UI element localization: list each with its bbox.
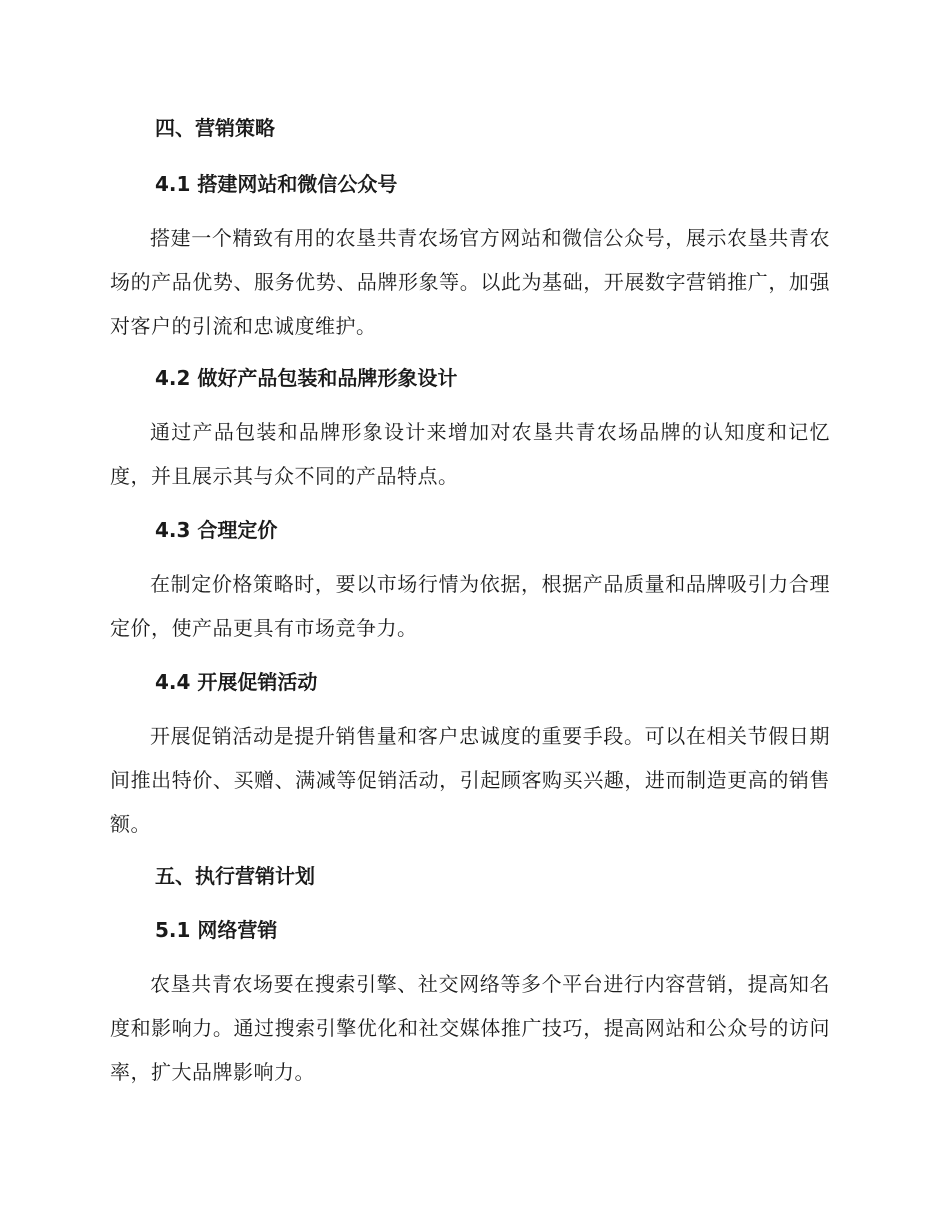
subsection-heading-4-4: 4.4 开展促销活动	[155, 670, 318, 694]
section-heading-5: 五、执行营销计划	[155, 864, 315, 888]
paragraph-4-2: 通过产品包装和品牌形象设计来增加对农垦共青农场品牌的认知度和记忆度，并且展示其与众不同的产品特点。	[110, 420, 830, 488]
paragraph-5-1: 农垦共青农场要在搜索引擎、社交网络等多个平台进行内容营销，提高知名度和影响力。通过搜索引擎优化和社交媒体推广技巧，提高网站和公众号的访问率，扩大品牌影响力。	[110, 972, 830, 1084]
subsection-heading-4-3: 4.3 合理定价	[155, 518, 278, 542]
paragraph-4-3: 在制定价格策略时，要以市场行情为依据，根据产品质量和品牌吸引力合理定价，使产品更具有市场竞争力。	[110, 572, 830, 640]
section-heading-4: 四、营销策略	[155, 116, 275, 140]
paragraph-4-4: 开展促销活动是提升销售量和客户忠诚度的重要手段。可以在相关节假日期间推出特价、买赠、满减等促销活动，引起顾客购买兴趣，进而制造更高的销售额。	[110, 724, 830, 836]
paragraph-4-1: 搭建一个精致有用的农垦共青农场官方网站和微信公众号，展示农垦共青农场的产品优势、服务优势、品牌形象等。以此为基础，开展数字营销推广，加强对客户的引流和忠诚度维护。	[110, 226, 830, 338]
subsection-heading-4-1: 4.1 搭建网站和微信公众号	[155, 172, 398, 196]
subsection-heading-5-1: 5.1 网络营销	[155, 918, 278, 942]
subsection-heading-4-2: 4.2 做好产品包装和品牌形象设计	[155, 366, 458, 390]
